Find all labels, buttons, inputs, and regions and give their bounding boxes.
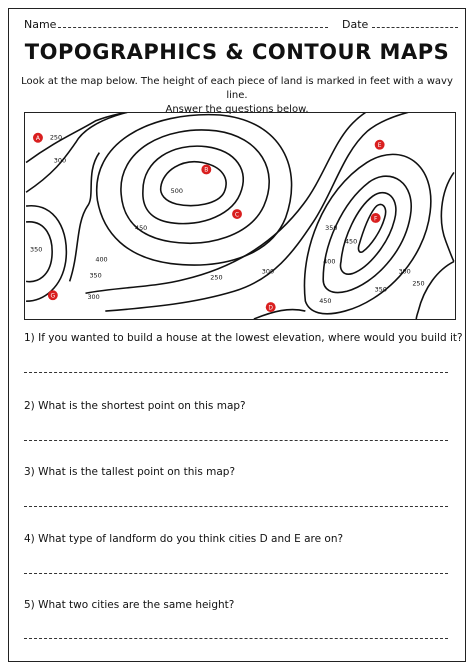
city-label: E [377,141,382,149]
city-marker-g[interactable] [48,290,58,300]
contour-line [254,310,306,319]
date-label: Date [342,18,369,31]
question-5: 5) What two cities are the same height? [24,599,235,611]
instructions [20,75,454,117]
contour-label: 300 [53,156,67,165]
contour-line [416,262,454,319]
city-label: B [204,166,209,174]
city-label: D [268,304,273,312]
city-label: C [234,211,240,219]
contour-label: 450 [135,223,148,232]
city-marker-f[interactable] [371,213,381,223]
contour-label: 350 [30,245,43,254]
contour-line [105,113,425,311]
name-field[interactable] [58,27,328,28]
contour-label: 400 [323,257,336,266]
instructions-line-2: Answer the questions below. [165,104,309,115]
contour-label: 350 [89,271,102,280]
contour-label: 350 [325,223,338,232]
contour-line [143,146,243,224]
question-2: 2) What is the shortest point on this map? [24,400,246,412]
contour-line [441,172,454,261]
contour-label: 300 [261,267,275,276]
city-markers [33,133,385,312]
date-field[interactable] [372,27,458,28]
contour-map [24,112,456,320]
contour-line [358,204,385,252]
contour-label: 450 [319,297,332,306]
answer-line-5[interactable] [24,638,448,639]
contour-labels [30,134,425,305]
question-4: 4) What type of landform do you think cities D and E are on? [24,533,344,545]
contour-label: 400 [95,255,108,264]
question-1: 1) If you wanted to build a house at the lowest elevation, where would you build it? [24,332,463,344]
contour-line [26,113,145,192]
answer-line-2[interactable] [24,440,448,441]
answer-line-4[interactable] [24,573,448,574]
answer-line-1[interactable] [24,372,448,373]
contour-label: 450 [344,237,358,246]
contour-label: 350 [374,285,387,294]
contour-label: 500 [170,187,183,196]
contour-label: 300 [87,293,100,302]
contour-label: 250 [412,279,425,288]
instructions-line-1: Look at the map below. The height of each piece of land is marked in feet with a wavy line. [21,76,453,101]
city-label: G [50,292,56,300]
contour-line [304,154,430,313]
city-marker-d[interactable] [266,302,276,312]
contour-label: 250 [49,133,63,142]
city-label: A [35,135,40,143]
page-title: TOPOGRAPHICS & CONTOUR MAPS [24,40,450,64]
answer-line-3[interactable] [24,506,448,507]
contour-line [97,115,292,265]
contour-label: 250 [210,273,223,282]
contour-map-drawing [25,113,455,319]
name-label: Name [24,18,57,31]
city-marker-e[interactable] [375,140,385,150]
contour-label: 300 [398,267,411,276]
question-3: 3) What is the tallest point on this map? [24,466,236,478]
city-marker-c[interactable] [232,209,242,219]
city-marker-a[interactable] [33,133,43,143]
header-row [24,14,460,34]
city-marker-b[interactable] [201,165,211,175]
contour-line [161,162,226,206]
city-label: F [373,215,378,223]
